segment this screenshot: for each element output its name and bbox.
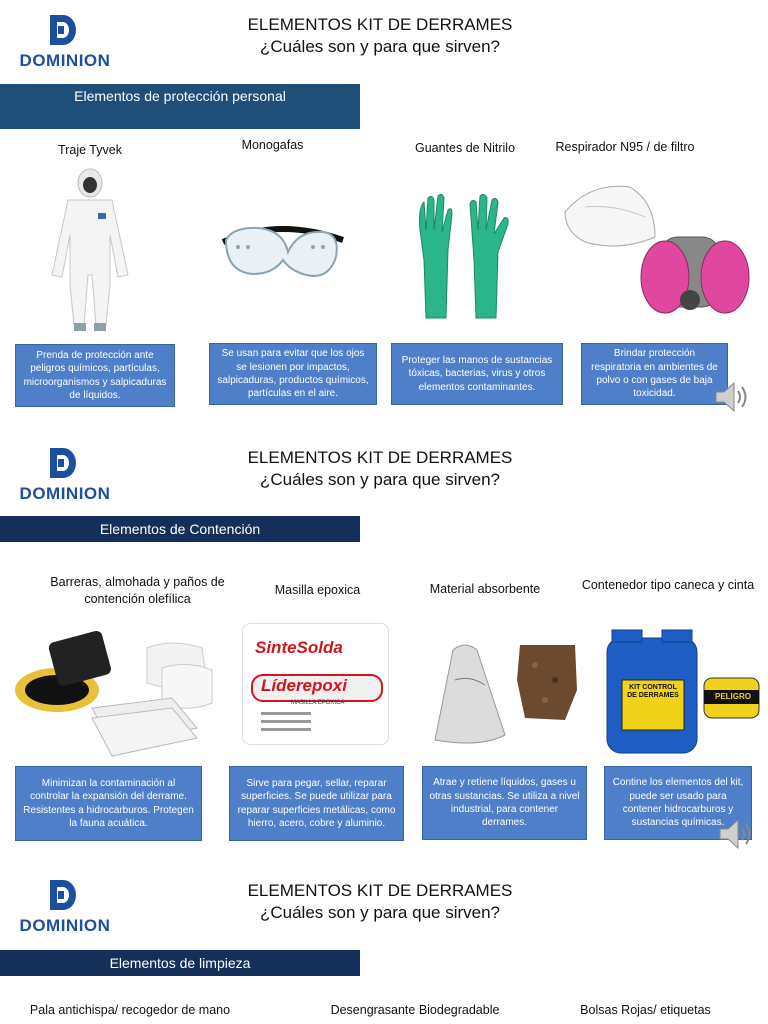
- title-line-2: ¿Cuáles son y para que sirven?: [259, 903, 501, 922]
- item-description: Atrae y retiene líquidos, gases u otras sustancias. Se utiliza a nivel industrial, para contener derrames.: [422, 766, 587, 840]
- item-description: Proteger las manos de sustancias tóxicas, bacterias, virus y otros elementos contaminantes.: [391, 343, 563, 405]
- dominion-logo-icon: [50, 448, 76, 478]
- item-description: Prenda de protección ante peligros químicos, partículas, microorganismos y salpicaduras de líquidos.: [15, 344, 175, 407]
- section-band: Elementos de protección personal: [0, 84, 360, 129]
- item-label: Desengrasante Biodegradable: [330, 1003, 500, 1017]
- kit-label-text: KIT CONTROL DE DERRAMES: [627, 684, 679, 699]
- warning-tape-text: PELIGRO: [714, 692, 751, 701]
- item-description: Sirve para pegar, sellar, reparar superficies. Se puede utilizar para reparar superficies metálicas, como hierro, acero, cobre y aluminio.: [229, 766, 404, 841]
- item-description: Minimizan la contaminación al controlar la expansión del derrame. Resistentes a hidrocarburos. Protegen la fauna acuática.: [15, 766, 202, 841]
- title-line-2: ¿Cuáles son y para que sirven?: [259, 37, 501, 56]
- item-label: Barreras, almohada y paños de contención olefílica: [50, 575, 225, 606]
- item-label: Respirador N95 / de filtro: [555, 140, 695, 154]
- section-3-title: [200, 880, 560, 924]
- section-1-title: [200, 14, 560, 58]
- item-label: Bolsas Rojas/ etiquetas: [580, 1003, 711, 1017]
- brand-text: SinteSolda: [255, 638, 343, 657]
- speaker-icon[interactable]: [716, 815, 756, 853]
- item-description: Contine los elementos del kit, puede ser usado para contener hidrocarburos y sustancias químicas.: [604, 766, 752, 840]
- item-description: Brindar protección respiratoria en ambientes de polvo o con gases de baja toxicidad.: [581, 343, 728, 405]
- item-description: Se usan para evitar que los ojos se lesionen por impactos, salpicaduras, productos químicos, partículas en el aire.: [209, 343, 377, 405]
- speaker-icon[interactable]: [712, 378, 752, 416]
- section-band: Elementos de Contención: [0, 516, 360, 542]
- item-label: Traje Tyvek: [58, 143, 122, 157]
- tyvek-suit-image: [40, 165, 140, 340]
- dominion-logo: [10, 448, 120, 508]
- brand-name: DOMINION: [19, 916, 111, 935]
- title-line-1: ELEMENTOS KIT DE DERRAMES: [247, 15, 513, 34]
- absorbent-material-image: [425, 640, 580, 750]
- section-2-title: [200, 447, 560, 491]
- item-label: Contenedor tipo caneca y cinta: [581, 578, 755, 592]
- brand-name: DOMINION: [19, 51, 111, 70]
- title-line-1: ELEMENTOS KIT DE DERRAMES: [247, 448, 513, 467]
- respirator-image: [560, 182, 760, 332]
- item-label: Monogafas: [241, 138, 304, 152]
- goggles-image: [218, 212, 348, 292]
- title-line-2: ¿Cuáles son y para que sirven?: [259, 470, 501, 489]
- product-name-text: Líderepoxi: [261, 676, 347, 695]
- dominion-logo: [10, 880, 120, 940]
- item-label: Pala antichispa/ recogedor de mano: [29, 1003, 231, 1017]
- brand-name: DOMINION: [19, 484, 111, 503]
- barriers-pillows-image: [12, 628, 217, 763]
- item-label: Guantes de Nitrilo: [414, 141, 516, 155]
- item-label: Material absorbente: [429, 582, 541, 596]
- epoxy-putty-image: [242, 623, 389, 745]
- item-label: Masilla epoxica: [274, 583, 361, 597]
- title-line-1: ELEMENTOS KIT DE DERRAMES: [247, 881, 513, 900]
- section-band: Elementos de limpieza: [0, 950, 360, 976]
- nitrile-gloves-image: [410, 190, 520, 320]
- dominion-logo-icon: [50, 880, 76, 910]
- product-subtitle-text: MASILLA EPOXICA: [291, 700, 345, 706]
- dominion-logo: [10, 15, 120, 75]
- dominion-logo-icon: [50, 15, 76, 45]
